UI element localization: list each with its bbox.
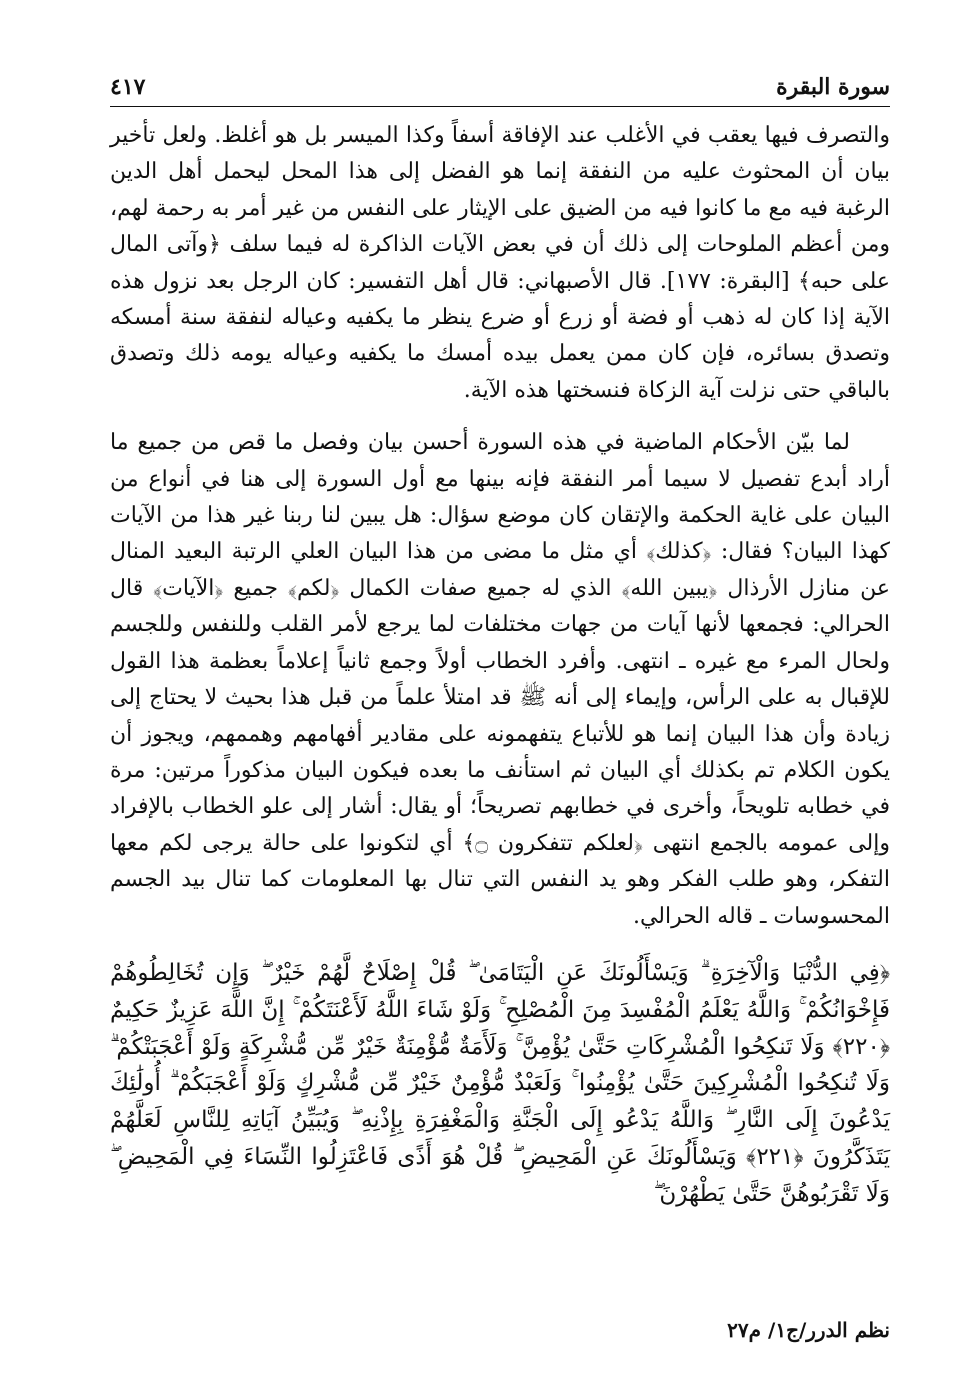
- paragraph-1: والتصرف فيها يعقب في الأغلب عند الإفاقة أسفاً وكذا الميسر بل هو أغلظ. ولعل تأخير بيان أن المحثوث عليه من النفقة إنما هو الفضل إلى هذا المحل ليحمل أهل الدين الرغبة فيه مع ما كانوا فيه من الضيق على الإيثار على النفس من غير أمر به رحمة لهم، ومن أعظم الملوحات إلى ذلك أن في بعض الآيات الذاكرة له فيما سلف ﴿وآتى المال على حبه﴾ [البقرة: ١٧٧]. قال الأصبهاني: قال أهل التفسير: كان الرجل بعد نزول هذه الآية إذا كان له ذهب أو فضة أو زرع أو ضرع ينظر ما يكفيه وعياله لنفقة سنة أمسكه وتصدق بسائره، فإن كان ممن يعمل بيده أمسك ما يكفيه وعياله يومه ذلك وتصدق بالباقي حتى نزلت آية الزكاة فنسختها هذه الآية.: [110, 123, 890, 403]
- surah-title: سورة البقرة: [776, 74, 890, 100]
- page-body: [110, 118, 890, 1236]
- paragraph-2: لما بيّن الأحكام الماضية في هذه السورة أحسن بيان وفصل ما قص من جميع ما أراد أبدع تفصيل لا سيما أمر النفقة فإنه بينها مع أول السورة إلى هنا في أنواع من البيان على غاية الحكمة والإتقان كان موضع سؤال: هل يبين لنا ربنا غير هذا من الآيات كهذا البيان؟ فقال: ﴿كذلك﴾ أي مثل ما مضى من هذا البيان العلي الرتبة البعيد المنال عن منازل الأرذال ﴿يبين الله﴾ الذي له جميع صفات الكمال ﴿لكم﴾ جميع ﴿الآيات﴾ قال الحرالي: فجمعها لأنها آيات من جهات مختلفات لما يرجع لأمر القلب وللنفس وللجسم ولحال المرء مع غيره ـ انتهى. وأفرد الخطاب أولاً وجمع ثانياً إعلاماً بعظمة هذا القول للإقبال به على الرأس، وإيماء إلى أنه ﷺ قد امتلأ علماً من قبل هذا بحيث لا يحتاج إلى زيادة وأن هذا البيان إنما هو للأتباع يتفهمونه على مقادير أفهامهم وهممهم، ويجوز أن يكون الكلام تم بكذلك أي البيان ثم استأنف ما بعده فيكون البيان مذكوراً مرتين: مرة في خطابه تلويحاً، وأخرى في خطابهم تصريحاً؛ أو يقال: أشار إلى علو الخطاب بالإفراد وإلى عمومه بالجمع انتهى ﴿لعلكم تتفكرون ۝﴾ أي لتكونوا على حالة يرجى لكم معها التفكر، وهو طلب الفكر وهو يد النفس التي تنال بها المعلومات كما تنال بيد الجسم المحسوسات ـ قاله الحرالي.: [110, 430, 890, 929]
- volume-signature: نظم الدرر/ج١/ م٢٧: [727, 1318, 890, 1342]
- page-number: ٤١٧: [110, 74, 146, 100]
- quran-verses: ﴿فِي الدُّنْيَا وَالْآخِرَةِ ۗ وَيَسْأَلُونَكَ عَنِ الْيَتَامَىٰ ۖ قُلْ إِصْلَاحٌ لَّهُمْ خَيْرٌ ۖ وَإِن تُخَالِطُوهُمْ فَإِخْوَانُكُمْ ۚ وَاللَّهُ يَعْلَمُ الْمُفْسِدَ مِنَ الْمُصْلِحِ ۚ وَلَوْ شَاءَ اللَّهُ لَأَعْنَتَكُمْ ۚ إِنَّ اللَّهَ عَزِيزٌ حَكِيمٌ ﴿٢٢٠﴾ وَلَا تَنكِحُوا الْمُشْرِكَاتِ حَتَّىٰ يُؤْمِنَّ ۚ وَلَأَمَةٌ مُّؤْمِنَةٌ خَيْرٌ مِّن مُّشْرِكَةٍ وَلَوْ أَعْجَبَتْكُمْ ۗ وَلَا تُنكِحُوا الْمُشْرِكِينَ حَتَّىٰ يُؤْمِنُوا ۚ وَلَعَبْدٌ مُّؤْمِنٌ خَيْرٌ مِّن مُّشْرِكٍ وَلَوْ أَعْجَبَكُمْ ۗ أُولَٰئِكَ يَدْعُونَ إِلَى النَّارِ ۖ وَاللَّهُ يَدْعُو إِلَى الْجَنَّةِ وَالْمَغْفِرَةِ بِإِذْنِهِ ۖ وَيُبَيِّنُ آيَاتِهِ لِلنَّاسِ لَعَلَّهُمْ يَتَذَكَّرُونَ ﴿٢٢١﴾ وَيَسْأَلُونَكَ عَنِ الْمَحِيضِ ۖ قُلْ هُوَ أَذًى فَاعْتَزِلُوا النِّسَاءَ فِي الْمَحِيضِ ۖ وَلَا تَقْرَبُوهُنَّ حَتَّىٰ يَطْهُرْنَ ۖ: [110, 959, 890, 1207]
- running-header: [110, 70, 890, 107]
